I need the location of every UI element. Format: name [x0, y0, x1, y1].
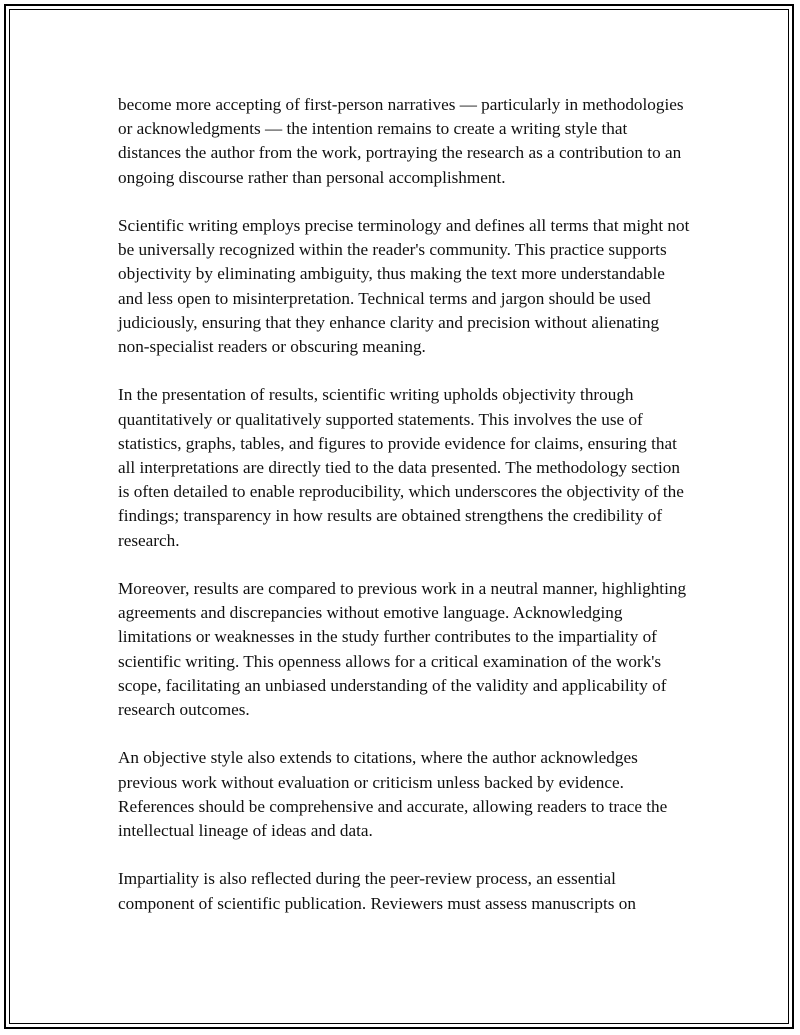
paragraph: Scientific writing employs precise terminology and defines all terms that might not be universally recognized within the reader's community. This practice supports objectivity by eliminating ambiguity, thus making the text more understandable and less open to misinterpretation. Technical terms and jargon should be used judiciously, ensuring that they enhance clarity and precision without alienating non-specialist readers or obscuring meaning. [118, 216, 690, 357]
paragraph: Moreover, results are compared to previous work in a neutral manner, highlighting agreements and discrepancies without emotive language. Acknowledging limitations or weaknesses in the study further contributes to the impartiality of scientific writing. This openness allows for a critical examination of the work's scope, facilitating an unbiased understanding of the validity and applicability of research outcomes. [118, 579, 687, 720]
document-body [118, 93, 690, 940]
paragraph: become more accepting of first-person narratives — particularly in methodologies or acknowledgments — the intention remains to create a writing style that distances the author from the work, portraying the research as a contribution to an ongoing discourse rather than personal accomplishment. [118, 95, 684, 187]
paragraph: An objective style also extends to citations, where the author acknowledges previous work without evaluation or criticism unless backed by evidence. References should be comprehensive and accurate, allowing readers to trace the intellectual lineage of ideas and data. [118, 748, 668, 841]
paragraph: In the presentation of results, scientific writing upholds objectivity through quantitatively or qualitatively supported statements. This involves the use of statistics, graphs, tables, and figures to provide evidence for claims, ensuring that all interpretations are directly tied to the data presented. The methodology section is often detailed to enable reproducibility, which underscores the objectivity of the findings; transparency in how results are obtained strengthens the credibility of research. [118, 385, 684, 550]
paragraph: Impartiality is also reflected during the peer-review process, an essential component of scientific publication. Reviewers must assess manuscripts on [118, 869, 636, 913]
